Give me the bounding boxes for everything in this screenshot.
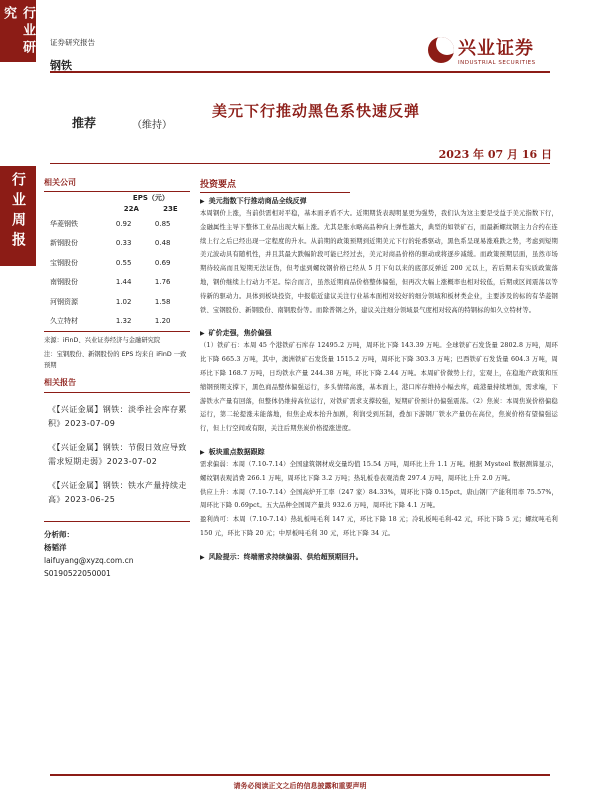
logo-mark-icon <box>428 37 454 63</box>
related-heading: 相关报告 <box>44 377 190 393</box>
footer-disclaimer: 请务必阅读正文之后的信息披露和重要声明 <box>233 782 367 790</box>
year-header: 23E <box>163 204 178 213</box>
related-report-link[interactable]: 《【兴证金属】钢铁：节假日效应导致需求短期走弱》2023-07-02 <box>48 442 187 466</box>
rating-sub: （维持） <box>132 120 172 131</box>
industry-label: 钢铁 <box>50 59 72 72</box>
report-title: 美元下行推动黑色系快速反弹 <box>212 102 421 120</box>
table-row: 新钢股份 0.33 0.48 <box>50 239 171 248</box>
section-heading: 投资要点 <box>200 177 350 193</box>
analyst-block <box>44 521 190 580</box>
companies-heading: 相关公司 <box>44 177 190 192</box>
table-row: 久立特材 1.32 1.20 <box>44 312 190 332</box>
footer-rule <box>50 774 550 776</box>
side-tab-weekly: 行业周报 <box>0 166 36 266</box>
paragraph: （1）铁矿石：本周 45 个港铁矿石库存 12495.2 万吨，周环比下降 143.39 万吨。全球铁矿石发货量 2802.8 万吨，周环比下降 665.3 万吨，其中，澳洲铁矿石发货量 1515.2 万吨，周环比下降 303.3 万吨；巴西铁矿石发货量 604.3 万吨，周环比下降 168.7 万吨，日均铁水产量 244.38 万吨，环比下降 2.44 万吨。本周矿价微势上行，宏观上，在稳地产政策和压缩钢预期支撑下，黑色商品整体偏强运行，多头情绪高涨，基本面上，港口库存维持小幅去库，疏港量持续增加，需求端，下游铁水产量有回落，但整体仍维持高位运行，对铁矿需求支撑较强，短期矿价预计仍偏强震荡。（2）焦炭：本周焦炭价格偏稳运行，第二轮提涨未能落地，但焦企成本抬升加剧，利润受到压制，叠加下游钢厂铁水产量仍在高位，焦炭价格有望偏强运行，但上行空间或有限，关注后期焦炭价格提涨进度。 <box>200 342 558 433</box>
eps-table <box>44 192 190 332</box>
table-row: 宝钢股份 0.55 0.69 <box>50 258 171 267</box>
analyst-label: 分析师： <box>44 529 74 539</box>
table-source: 来源：iFinD、兴业证券经济与金融研究院 <box>44 336 161 344</box>
analyst-email[interactable]: laifuyang@xyzq.com.cn <box>44 555 134 565</box>
table-note: 注：宝钢股份、新钢股份的 EPS 均来自 iFinD 一致预期 <box>44 350 187 369</box>
paragraph: 盈利尚可：本周（7.10-7.14）热轧板吨毛利 147 元，环比下降 18 元；冷轧板吨毛利-42 元，环比下降 5 元；螺纹吨毛利 150 元，环比下降 20 元；中厚板吨毛利 30 元，环比下降 34 元。 <box>200 516 558 537</box>
paragraph: 供应上升：本周（7.10-7.14）全国高炉开工率（247 家）84.33%，周环比下降 0.15pct。唐山钢厂产能利用率 75.57%，周环比下降 0.69pct。五大品种全国周产量共 932.6 万吨，周环比下降 4.1 万吨。 <box>200 488 558 510</box>
paragraph: 本周钢价上涨，当前供需相对平稳，基本面矛盾不大。近期期货表现明显更为强势，我们认为这主要是受益于美元指数下行，金融属性主导下整体工业品出现大幅上涨。尤其是胀水略高品种向上弹性越大，典型的如铁矿石，而最新螺纹钢主力合约在连续上行之后已经出现一定程度的升水。从前期的政策预期到近期美元下行的轮番驱动，黑色系呈现易涨难跌之势，考虑到短期美元波动具有随机性，并且其最大跌幅阶段可能已经过去，美元对商品价格的驱动或将逐步减缓。而政策预期层面，虽然市场期待较高而且短期无法证伪，但考虑到螺纹钢价格已经从 5 月下旬以来的底部反弹近 200 元以上，若后期未有实质政策落地，钢价继续上行动力不足。综合而言，虽然近期商品价格整体偏强，但再次大幅上涨概率也相对较低，后期或区间震荡以等待新的驱动力。具体到板块投资，中报临近建议关注行业基本面相对较好的细分领域和板材类企业，主要涉及的标的有华菱钢铁、宝钢股份、新钢股份、南钢股份等。而除普钢之外，建议关注细分领域景气度相对较高的特钢标的如久立特材等。 <box>200 210 558 314</box>
report-type: 证券研究报告 <box>50 38 95 47</box>
table-row: 南钢股份 1.44 1.76 <box>50 278 171 287</box>
table-row: 华菱钢铁 0.92 0.85 <box>50 219 171 228</box>
date-rule <box>50 163 550 164</box>
sidebar <box>44 177 190 580</box>
logo-english: INDUSTRIAL SECURITIES <box>458 60 536 66</box>
related-report-link[interactable]: 《【兴证金属】钢铁：铁水产量持续走高》2023-06-25 <box>48 480 187 504</box>
risk-warning: ▶ 风险提示：终端需求持续偏弱、供给超预期回升。 <box>200 552 558 563</box>
rating-label: 推荐 <box>72 116 97 130</box>
bullet-heading: ▶ 矿价走强，焦价偏强 <box>200 328 558 339</box>
header-rule <box>50 71 550 73</box>
bullet-heading: ▶ 美元指数下行推动商品全线反弹 <box>200 196 558 207</box>
analyst-cert: S0190522050001 <box>44 568 111 578</box>
table-row: 河钢资源 1.02 1.58 <box>50 297 171 306</box>
side-tab-research: 行业研究 <box>0 0 36 62</box>
related-report-link[interactable]: 《【兴证金属】钢铁：淡季社会库存累积》2023-07-09 <box>48 404 187 428</box>
logo-chinese: 兴业证券 <box>458 38 534 59</box>
company-logo <box>428 34 536 66</box>
eps-header: EPS（元） <box>132 193 169 202</box>
paragraph: 需求偏弱：本周（7.10-7.14）全国建筑钢材成交量均值 15.54 万吨，周环比上升 1.1 万吨。根据 Mysteel 数据测算显示，螺纹钢表观消费 266.1 万吨，周环比下降 3.2 万吨；热轧板卷表观消费 297.4 万吨，周环比上升 2.0 万吨。 <box>200 460 558 482</box>
bullet-heading: ▶ 板块重点数据跟踪 <box>200 447 558 458</box>
main-content <box>200 177 558 563</box>
report-date: 2023 年 07 月 16 日 <box>438 148 552 161</box>
analyst-name: 杨韬洋 <box>44 542 67 552</box>
year-header: 22A <box>123 204 139 213</box>
